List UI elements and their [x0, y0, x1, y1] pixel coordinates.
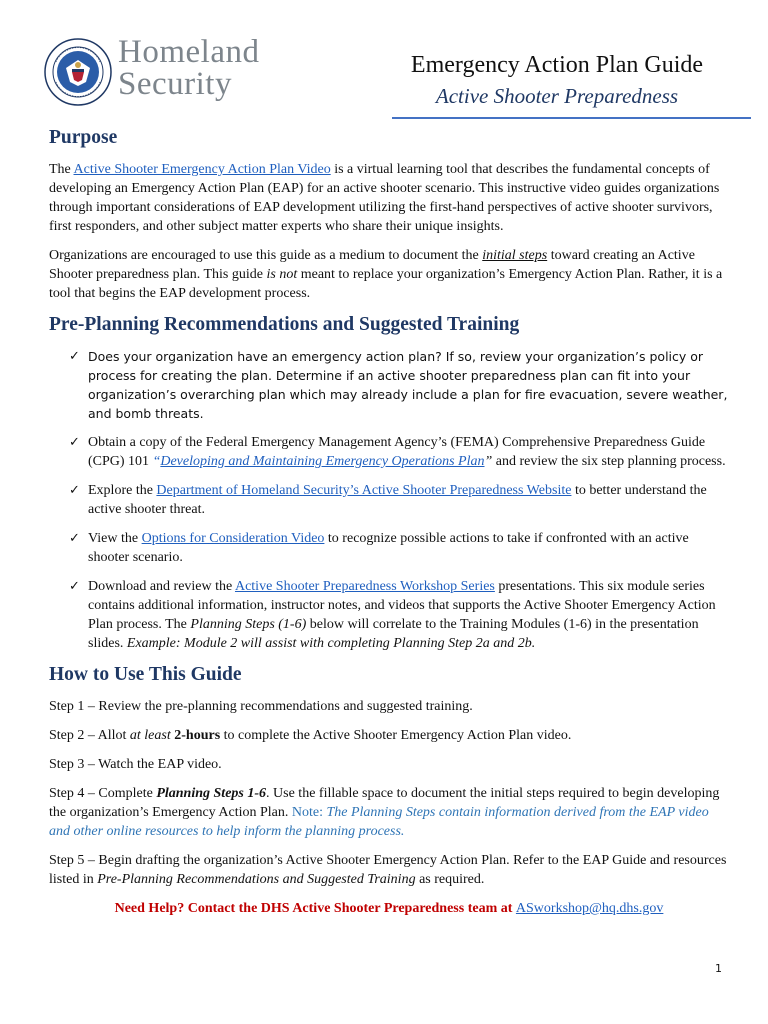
text: Does your organization have an emergency action plan? If so, review your organization’s policy or process for creating the plan. Determine if an active shooter preparedness plan can fit into your organization’s overarching plan which may already include a plan for fire evacuation, severe weather, and bomb threats.	[88, 349, 728, 421]
fema-cpg-link[interactable]: Developing and Maintaining Emergency Operations Plan	[160, 454, 485, 469]
text: to recognize possible actions to take if confronted with an active shooter scenario.	[88, 531, 689, 565]
howto-heading: How to Use This Guide	[49, 664, 242, 685]
page-number: 1	[715, 962, 722, 975]
step-1: Step 1 – Review the pre-planning recommendations and suggested training.	[49, 699, 473, 714]
emphasis: Pre-Planning Recommendations and Suggested Training	[97, 872, 416, 887]
logo-line-2: Security	[118, 66, 232, 102]
step-2	[49, 726, 729, 745]
workshop-series-link[interactable]: Active Shooter Preparedness Workshop Series	[234, 579, 495, 594]
checklist-item	[49, 347, 729, 423]
purpose-heading: Purpose	[49, 127, 118, 148]
step-5	[49, 851, 729, 889]
document-title: Emergency Action Plan Guide	[410, 52, 704, 78]
text: toward creating an Active Shooter preparedness plan. This guide	[49, 248, 695, 282]
emphasis: at least	[129, 728, 171, 743]
purpose-paragraph-1	[49, 160, 729, 236]
step-4	[49, 784, 729, 841]
text: The	[49, 162, 74, 177]
checkmark-icon: ✓	[69, 349, 80, 364]
text: Step 5 – Begin drafting the organization’s Active Shooter Emergency Action Plan. Refer to the EAP Guide and resources listed in	[49, 853, 727, 887]
checkmark-icon: ✓	[69, 531, 80, 546]
text: below will correlate to the Training Modules (1-6) in the presentation slides.	[88, 617, 699, 651]
step-3: Step 3 – Watch the EAP video.	[49, 757, 222, 772]
dhs-seal-icon	[44, 38, 112, 106]
checklist-item	[49, 529, 729, 567]
emphasis: Planning Steps (1-6)	[190, 617, 307, 632]
text: . Use the fillable space to document the initial steps required to begin developing the organization’s Emergency Action Plan.	[49, 786, 720, 820]
text: Step 2 – Allot	[49, 728, 130, 743]
checkmark-icon: ✓	[69, 435, 80, 450]
checkmark-icon: ✓	[69, 483, 80, 498]
checkmark-icon: ✓	[69, 579, 80, 594]
logo-line-1: Homeland	[118, 34, 260, 70]
text: Download and review the	[88, 579, 235, 594]
options-video-link[interactable]: Options for Consideration Video	[141, 531, 325, 546]
text: Organizations are encouraged to use this guide as a medium to document the	[49, 248, 483, 263]
checklist-item	[49, 577, 729, 653]
text: as required.	[415, 872, 485, 887]
document-subtitle: Active Shooter Preparedness	[435, 84, 679, 108]
email-link[interactable]: ASworkshop@hq.dhs.gov	[515, 901, 664, 916]
quote-mark: “	[152, 454, 161, 469]
text: is a virtual learning tool that describes the fundamental concepts of developing an Emergency Action Plan (EAP) for an active shooter scenario. This instructive video guides organizations through important considerations of EAP development utilizing the first-hand perspectives of active shooter survivors, first responders, and other subject matter experts who share their unique insights.	[49, 162, 720, 234]
text: Step 4 – Complete	[49, 786, 157, 801]
title-divider	[392, 117, 751, 119]
text: meant to replace your organization’s Emergency Action Plan. Rather, it is a tool that begins the EAP development process.	[49, 267, 723, 301]
help-label: Need Help? Contact the DHS Active Shooter Preparedness team at	[114, 901, 516, 916]
checklist-item	[49, 433, 729, 471]
bold-text: 2-hours	[174, 728, 221, 743]
quote-mark: ”	[484, 454, 493, 469]
purpose-paragraph-2	[49, 246, 729, 303]
page-header	[0, 0, 768, 120]
text: presentations. This six module series contains additional information, instructor notes, and videos that supports the Active Shooter Emergency Action Plan process. The	[88, 579, 716, 632]
text: to complete the Active Shooter Emergency Action Plan video.	[220, 728, 572, 743]
emphasis: is not	[266, 267, 298, 282]
text: Obtain a copy of the Federal Emergency Management Agency’s (FEMA) Comprehensive Preparedness Guide (CPG) 101	[88, 435, 706, 469]
text: View the	[88, 531, 142, 546]
homeland-security-logo	[118, 36, 259, 100]
note-text: The Planning Steps contain information derived from the EAP video and other online resources to help inform the planning process.	[49, 805, 709, 839]
emphasis: initial steps	[482, 248, 548, 263]
text: and review the six step planning process.	[492, 454, 726, 469]
document-body	[49, 126, 729, 918]
text: Explore the	[88, 483, 157, 498]
note-label: Note:	[291, 805, 327, 820]
help-contact	[49, 899, 729, 918]
text: to better understand the active shooter threat.	[88, 483, 707, 517]
dhs-website-link[interactable]: Department of Homeland Security’s Active Shooter Preparedness Website	[156, 483, 572, 498]
checklist-item	[49, 481, 729, 519]
preplanning-heading: Pre-Planning Recommendations and Suggested Training	[49, 314, 520, 335]
eap-video-link[interactable]: Active Shooter Emergency Action Plan Video	[73, 162, 331, 177]
preplanning-checklist	[49, 347, 729, 653]
bold-text: Planning Steps 1-6	[156, 786, 267, 801]
emphasis: Example: Module 2 will assist with completing Planning Step 2a and 2b.	[126, 636, 536, 651]
